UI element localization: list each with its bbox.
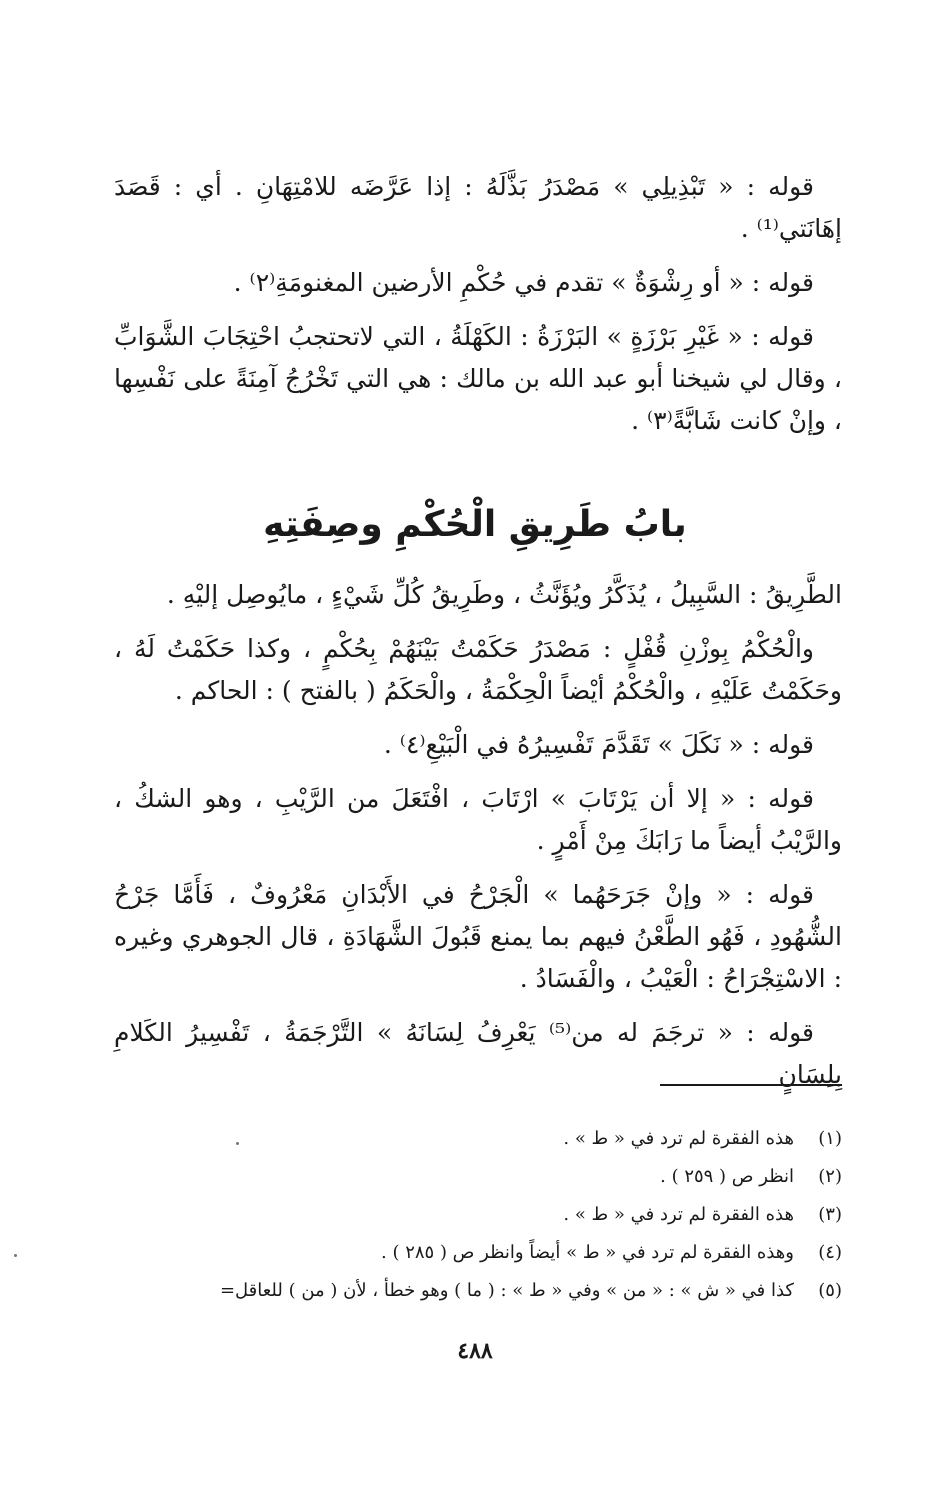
paragraph-jarh: قوله : « وإنْ جَرَحَهُما » الْجَرْحُ في الأَبْدَانِ مَعْرُوفٌ ، فَأَمَّا جَرْحُ الشُّهُودِ ، فَهُو الطَّعْنُ فيهم بما يمنع قَبُولَ الشَّهَادَةِ ، قال الجوهري وغيره : الاسْتِجْرَاحُ : الْعَيْبُ ، والْفَسَادُ . [114, 880, 842, 993]
footnote-number: (٤) [818, 1242, 842, 1263]
footnote-text: كذا في « ش » : « من » وفي « ط » : ( ما ) وهو خطأ ، لأن ( من ) للعاقل= [219, 1280, 794, 1301]
footnote-number: (٣) [818, 1204, 842, 1225]
paragraph-barza: قوله : « غَيْرِ بَرْزَةٍ » البَرْزَةُ : الكَهْلَةُ ، التي لاتحتجبُ احْتِجَابَ الشَّوَابِّ ، وقال لي شيخنا أبو عبد الله بن مالك : هي التي تَخْرُجُ آمِنَةً على نَفْسِها ، وإنْ كانت شَابَّةً⁽٣⁾ . [114, 322, 842, 435]
footnote-text: انظر ص ( ٢٥٩ ) . [660, 1166, 794, 1187]
paragraph-tabdhili: قوله : « تَبْذِيلِي » مَصْدَرُ بَذَّلَهُ : إذا عَرَّضَه للامْتِهَانِ . أي : قَصَدَ إهَانَتي⁽¹⁾ . [114, 172, 842, 243]
paragraph-nakala: قوله : « نَكَلَ » تَقَدَّمَ تَفْسِيرُهُ في الْبَيْعِ⁽٤⁾ . [383, 730, 814, 759]
footnote-number: (٥) [818, 1280, 842, 1301]
section-text [114, 574, 842, 1108]
paragraph-rishwa: قوله : « أو رِشْوَةٌ » تقدم في حُكْمِ الأرضين المغنومَةِ⁽٢⁾ . [233, 268, 814, 297]
paragraph-hukm: والْحُكْمُ بِوزْنِ قُفْلٍ : مَصْدَرُ حَكَمْتُ بَيْنَهُمْ بِحُكْمٍ ، وكذا حَكَمْتُ لَهُ ، وحَكَمْتُ عَلَيْهِ ، والْحُكْمُ أيْضاً الْحِكْمَةُ ، والْحَكَمُ ( بالفتح ) : الحاكم . [114, 634, 842, 705]
intro-text [114, 166, 842, 454]
footnote-number: (٢) [818, 1166, 842, 1187]
footnote-item [102, 1196, 842, 1234]
scan-speck [236, 1142, 239, 1145]
footnote-text: هذه الفقرة لم ترد في « ط » . [563, 1204, 794, 1225]
footnote-separator [660, 1084, 842, 1086]
footnotes [102, 1120, 842, 1310]
footnote-item [102, 1158, 842, 1196]
footnote-item [102, 1120, 842, 1158]
footnote-text: وهذه الفقرة لم ترد في « ط » أيضاً وانظر ص ( ٢٨٥ ) . [381, 1242, 794, 1263]
paragraph-yartab: قوله : « إلا أن يَرْتَابَ » ارْتَابَ ، افْتَعَلَ من الرَّيْبِ ، وهو الشكُ ، والرَّيْبُ أيضاً ما رَابَكَ مِنْ أَمْرٍ . [114, 784, 842, 855]
paragraph-tariq: الطَّرِيقُ : السَّبِيلُ ، يُذَكَّرُ ويُؤَنَّثُ ، وطَرِيقُ كُلِّ شَيْءٍ ، مايُوصِل إليْهِ . [166, 580, 842, 609]
footnote-item [102, 1272, 842, 1310]
footnote-number: (١) [818, 1128, 842, 1149]
footnote-item [102, 1234, 842, 1272]
paragraph-tarjama: قوله : « ترجَمَ له من⁽⁵⁾ يَعْرِفُ لِسَانَهُ » التَّرْجَمَةُ ، تَفْسِيرُ الكَلامِ بِلِسَانٍ [114, 1018, 842, 1089]
chapter-heading: بابُ طَرِيقِ الْحُكْمِ وصِفَتِهِ [263, 504, 687, 545]
scan-speck [14, 1254, 17, 1257]
footnote-text: هذه الفقرة لم ترد في « ط » . [563, 1128, 794, 1149]
page-number: ٤٨٨ [457, 1338, 493, 1364]
